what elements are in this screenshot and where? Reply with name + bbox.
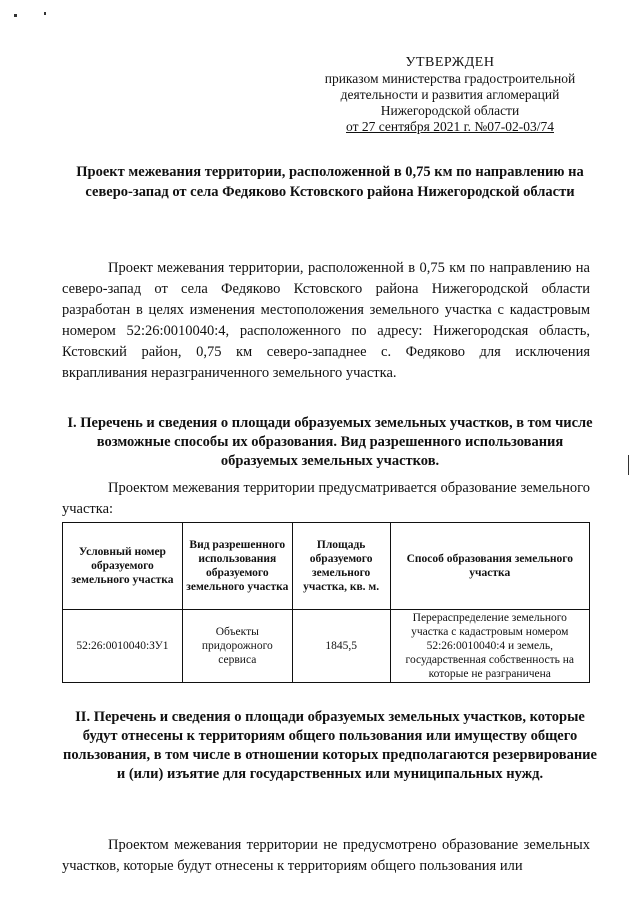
plot-number-cell: 52:26:0010040:ЗУ1: [63, 610, 183, 683]
scan-mark: [628, 455, 629, 475]
scan-mark: [14, 14, 17, 17]
approval-line: приказом министерства градостроительной: [324, 71, 576, 86]
approval-stamp: [320, 55, 580, 135]
table-row: [63, 610, 590, 683]
plot-use-cell: Объекты придорожного сервиса: [182, 610, 292, 683]
section-1-title: I. Перечень и сведения о площади образуемых земельных участков, в том числе возможные способы их образования. Вид разрешенного использования образуемых земельных участков.: [67, 415, 593, 469]
plot-method-cell: Перераспределение земельного участка с кадастровым номером 52:26:0010040:4 и земель, государственная собственность на которые не разграничена: [390, 610, 589, 683]
scan-mark: [44, 12, 46, 15]
plot-area-cell: 1845,5: [292, 610, 390, 683]
approval-date: от 27 сентября 2021 г. №07-02-03/74: [346, 119, 554, 134]
approval-line: деятельности и развития агломераций: [340, 87, 560, 102]
intro-paragraph: Проект межевания территории, расположенной в 0,75 км по направлению на северо-запад от села Федяково Кстовского района Нижегородской области разработан в целях изменения местоположения земельного участка с кадастровым номером 52:26:0010040:4, расположенного по адресу: Нижегородская область, Кстовский район, 0,75 км северо-западнее с. Федяково для исключения вкрапливания неразграниченного земельного участка.: [62, 260, 590, 381]
land-plots-table: [62, 522, 590, 683]
section-1-paragraph: Проектом межевания территории предусматривается образование земельного участка:: [62, 480, 590, 517]
approval-line: Нижегородской области: [380, 103, 520, 118]
table-header-cell: Вид разрешенного использования образуемого земельного участка: [182, 523, 292, 610]
table-header-row: [63, 523, 590, 610]
table-header-cell: Площадь образуемого земельного участка, кв. м.: [292, 523, 390, 610]
document-title: Проект межевания территории, расположенной в 0,75 км по направлению на северо-запад от села Федяково Кстовского района Нижегородской области: [76, 164, 584, 200]
table-header-cell: Условный номер образуемого земельного участка: [63, 523, 183, 610]
table-header-cell: Способ образования земельного участка: [390, 523, 589, 610]
approval-heading: УТВЕРЖДЕН: [405, 55, 495, 70]
section-2-paragraph: Проектом межевания территории не предусмотрено образование земельных участков, которые будут отнесены к территориям общего пользования или: [62, 837, 590, 874]
section-2-title: II. Перечень и сведения о площади образуемых земельных участков, которые будут отнесены к территориям общего пользования или имуществу общего пользования, в том числе в отношении которых предполагаются резервирование и (или) изъятие для государственных или муниципальных нужд.: [63, 709, 597, 782]
